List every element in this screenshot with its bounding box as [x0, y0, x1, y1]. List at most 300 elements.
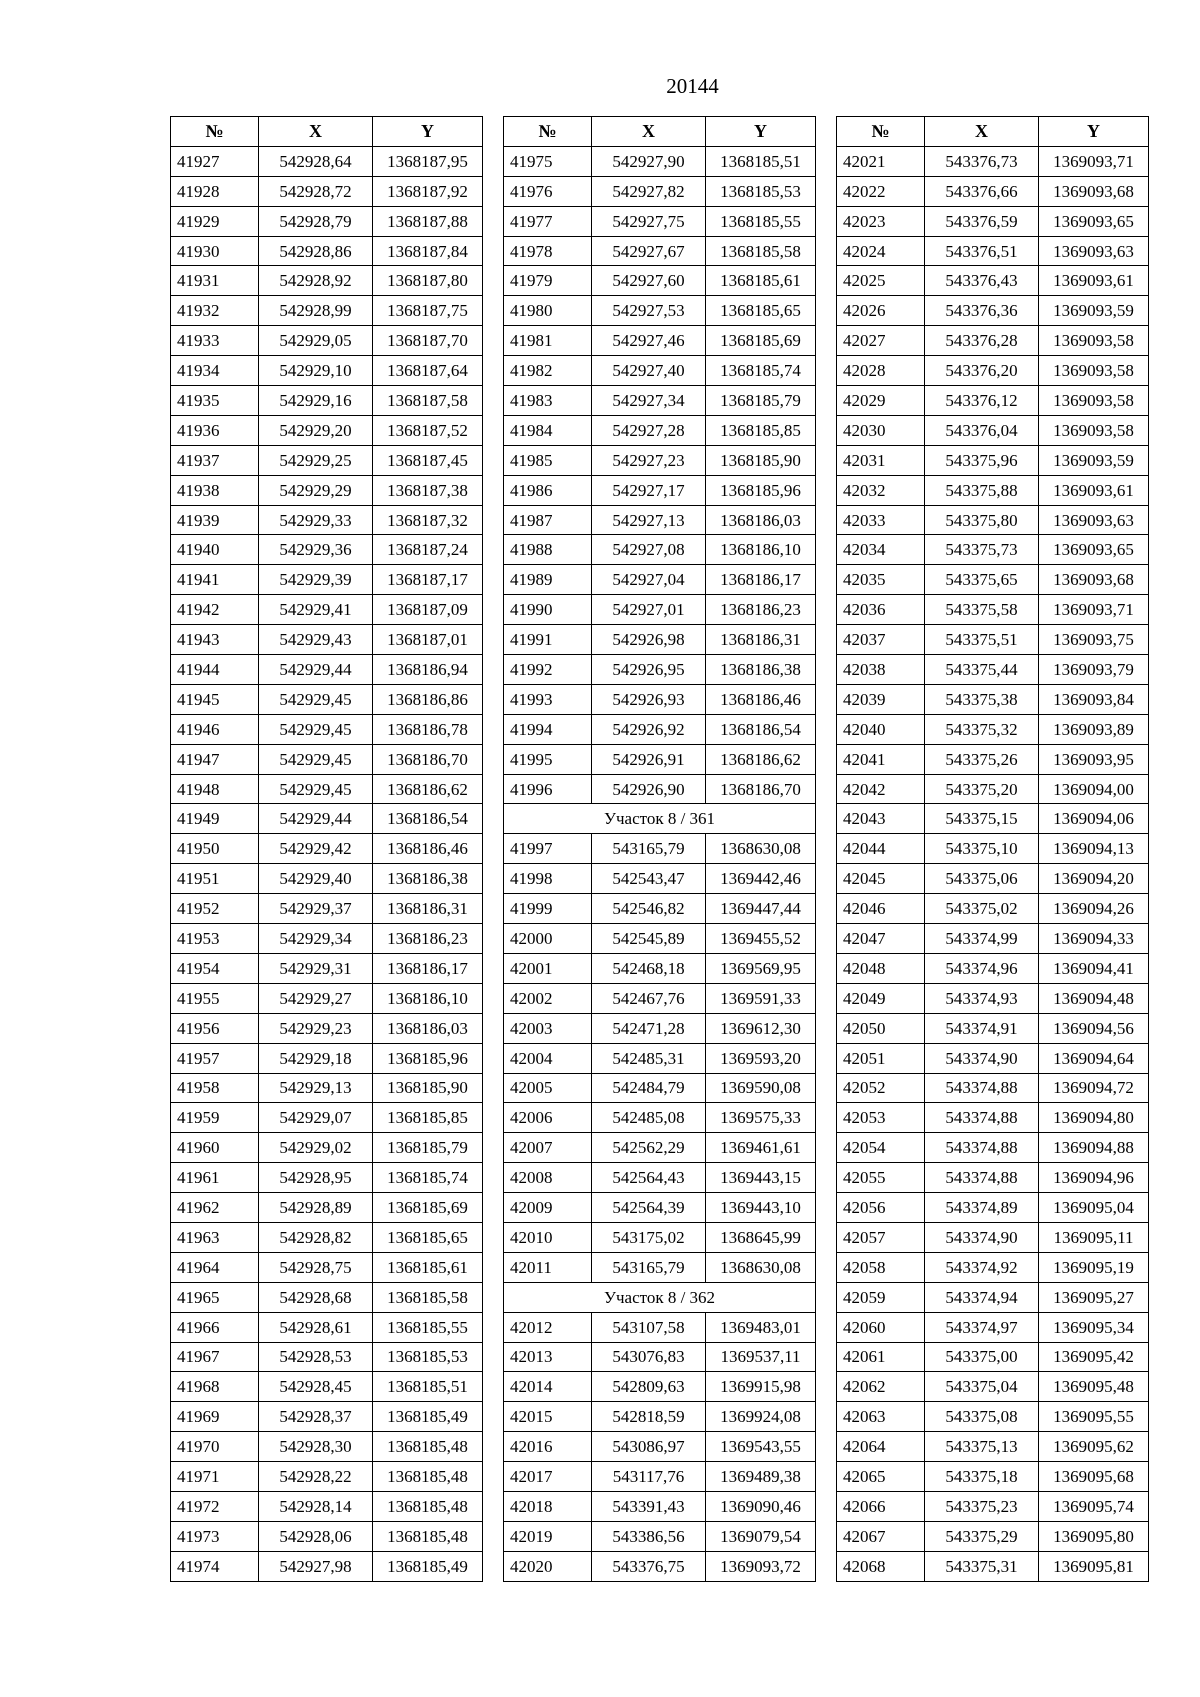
point-number-cell: 42058 [837, 1252, 925, 1282]
x-coordinate-cell: 542927,90 [592, 146, 706, 176]
y-coordinate-cell: 1369095,62 [1039, 1432, 1149, 1462]
point-number-cell: 42049 [837, 983, 925, 1013]
point-number-cell: 42040 [837, 714, 925, 744]
table-row [837, 774, 1149, 804]
table-row [171, 714, 483, 744]
x-coordinate-cell: 542564,43 [592, 1163, 706, 1193]
table-header-row [837, 117, 1149, 147]
y-coordinate-cell: 1369093,61 [1039, 266, 1149, 296]
table-row [171, 1432, 483, 1462]
point-number-cell: 41968 [171, 1372, 259, 1402]
point-number-cell: 41943 [171, 625, 259, 655]
y-coordinate-cell: 1368186,17 [706, 565, 816, 595]
x-coordinate-cell: 543375,15 [925, 804, 1039, 834]
y-coordinate-cell: 1368187,80 [373, 266, 483, 296]
table-row [171, 176, 483, 206]
x-coordinate-cell: 542484,79 [592, 1073, 706, 1103]
section-row [504, 804, 816, 834]
table-row [837, 1551, 1149, 1581]
column-header-number: № [837, 117, 925, 147]
point-number-cell: 41959 [171, 1103, 259, 1133]
y-coordinate-cell: 1368186,46 [373, 834, 483, 864]
point-number-cell: 42034 [837, 535, 925, 565]
coordinates-table-3 [836, 116, 1149, 1582]
x-coordinate-cell: 542809,63 [592, 1372, 706, 1402]
y-coordinate-cell: 1368185,74 [373, 1163, 483, 1193]
coordinates-table-2 [503, 116, 816, 1582]
table-row [171, 1073, 483, 1103]
point-number-cell: 41992 [504, 655, 592, 685]
y-coordinate-cell: 1368185,61 [706, 266, 816, 296]
x-coordinate-cell: 543375,58 [925, 595, 1039, 625]
y-coordinate-cell: 1368187,88 [373, 206, 483, 236]
x-coordinate-cell: 542926,95 [592, 655, 706, 685]
y-coordinate-cell: 1369612,30 [706, 1013, 816, 1043]
x-coordinate-cell: 543374,88 [925, 1103, 1039, 1133]
y-coordinate-cell: 1369094,26 [1039, 894, 1149, 924]
y-coordinate-cell: 1369093,89 [1039, 714, 1149, 744]
point-number-cell: 41941 [171, 565, 259, 595]
table-row [837, 595, 1149, 625]
x-coordinate-cell: 542929,40 [259, 864, 373, 894]
x-coordinate-cell: 542929,10 [259, 356, 373, 386]
y-coordinate-cell: 1369455,52 [706, 924, 816, 954]
section-row [504, 1282, 816, 1312]
table-row [504, 864, 816, 894]
table-row [837, 445, 1149, 475]
y-coordinate-cell: 1369079,54 [706, 1521, 816, 1551]
table-row [171, 565, 483, 595]
x-coordinate-cell: 542929,05 [259, 326, 373, 356]
point-number-cell: 42066 [837, 1491, 925, 1521]
table-row [504, 924, 816, 954]
y-coordinate-cell: 1369093,65 [1039, 535, 1149, 565]
table-row [837, 1103, 1149, 1133]
y-coordinate-cell: 1368186,23 [706, 595, 816, 625]
y-coordinate-cell: 1369093,58 [1039, 415, 1149, 445]
x-coordinate-cell: 542929,45 [259, 774, 373, 804]
y-coordinate-cell: 1368185,58 [373, 1282, 483, 1312]
table-row [837, 924, 1149, 954]
y-coordinate-cell: 1369094,06 [1039, 804, 1149, 834]
y-coordinate-cell: 1369093,63 [1039, 236, 1149, 266]
point-number-cell: 41934 [171, 356, 259, 386]
point-number-cell: 42010 [504, 1222, 592, 1252]
y-coordinate-cell: 1368185,85 [373, 1103, 483, 1133]
x-coordinate-cell: 542929,45 [259, 684, 373, 714]
y-coordinate-cell: 1368185,79 [706, 386, 816, 416]
y-coordinate-cell: 1368185,96 [706, 475, 816, 505]
point-number-cell: 42046 [837, 894, 925, 924]
point-number-cell: 41929 [171, 206, 259, 236]
table-row [504, 714, 816, 744]
x-coordinate-cell: 543375,88 [925, 475, 1039, 505]
y-coordinate-cell: 1368187,84 [373, 236, 483, 266]
x-coordinate-cell: 543117,76 [592, 1462, 706, 1492]
y-coordinate-cell: 1369924,08 [706, 1402, 816, 1432]
x-coordinate-cell: 543374,92 [925, 1252, 1039, 1282]
point-number-cell: 42002 [504, 983, 592, 1013]
y-coordinate-cell: 1368186,23 [373, 924, 483, 954]
x-coordinate-cell: 543375,18 [925, 1462, 1039, 1492]
x-coordinate-cell: 543374,91 [925, 1013, 1039, 1043]
point-number-cell: 41937 [171, 445, 259, 475]
x-coordinate-cell: 542929,23 [259, 1013, 373, 1043]
table-row [837, 1013, 1149, 1043]
x-coordinate-cell: 542927,34 [592, 386, 706, 416]
y-coordinate-cell: 1368186,31 [706, 625, 816, 655]
table-row [171, 415, 483, 445]
y-coordinate-cell: 1369093,63 [1039, 505, 1149, 535]
y-coordinate-cell: 1369094,13 [1039, 834, 1149, 864]
section-title: Участок 8 / 361 [504, 804, 816, 834]
point-number-cell: 41951 [171, 864, 259, 894]
table-row [837, 206, 1149, 236]
x-coordinate-cell: 543086,97 [592, 1432, 706, 1462]
y-coordinate-cell: 1369443,15 [706, 1163, 816, 1193]
y-coordinate-cell: 1369093,65 [1039, 206, 1149, 236]
point-number-cell: 41982 [504, 356, 592, 386]
table-row [504, 1402, 816, 1432]
point-number-cell: 42033 [837, 505, 925, 535]
table-row [171, 1193, 483, 1223]
x-coordinate-cell: 542929,44 [259, 655, 373, 685]
table-row [171, 356, 483, 386]
page-number: 20144 [666, 74, 719, 98]
x-coordinate-cell: 542929,13 [259, 1073, 373, 1103]
x-coordinate-cell: 543374,96 [925, 953, 1039, 983]
point-number-cell: 42056 [837, 1193, 925, 1223]
y-coordinate-cell: 1369095,11 [1039, 1222, 1149, 1252]
point-number-cell: 42031 [837, 445, 925, 475]
y-coordinate-cell: 1368187,45 [373, 445, 483, 475]
x-coordinate-cell: 543375,32 [925, 714, 1039, 744]
x-coordinate-cell: 543376,75 [592, 1551, 706, 1581]
x-coordinate-cell: 542929,37 [259, 894, 373, 924]
x-coordinate-cell: 543374,94 [925, 1282, 1039, 1312]
x-coordinate-cell: 542927,82 [592, 176, 706, 206]
table-row [504, 1073, 816, 1103]
point-number-cell: 41930 [171, 236, 259, 266]
x-coordinate-cell: 542928,37 [259, 1402, 373, 1432]
table-row [837, 565, 1149, 595]
x-coordinate-cell: 543374,90 [925, 1222, 1039, 1252]
table-row [837, 356, 1149, 386]
x-coordinate-cell: 543375,23 [925, 1491, 1039, 1521]
table-row [837, 505, 1149, 535]
point-number-cell: 42005 [504, 1073, 592, 1103]
table-row [171, 1372, 483, 1402]
point-number-cell: 41955 [171, 983, 259, 1013]
point-number-cell: 41975 [504, 146, 592, 176]
point-number-cell: 42045 [837, 864, 925, 894]
point-number-cell: 42044 [837, 834, 925, 864]
y-coordinate-cell: 1369094,48 [1039, 983, 1149, 1013]
y-coordinate-cell: 1368186,03 [373, 1013, 483, 1043]
column-header-x: X [259, 117, 373, 147]
table-row [837, 714, 1149, 744]
point-number-cell: 42036 [837, 595, 925, 625]
x-coordinate-cell: 543375,65 [925, 565, 1039, 595]
y-coordinate-cell: 1368187,24 [373, 535, 483, 565]
y-coordinate-cell: 1368186,62 [373, 774, 483, 804]
x-coordinate-cell: 543386,56 [592, 1521, 706, 1551]
table-row [171, 744, 483, 774]
y-coordinate-cell: 1369543,55 [706, 1432, 816, 1462]
table-row [504, 206, 816, 236]
table-row [837, 953, 1149, 983]
y-coordinate-cell: 1368185,65 [706, 296, 816, 326]
x-coordinate-cell: 542928,89 [259, 1193, 373, 1223]
table-row [837, 1521, 1149, 1551]
point-number-cell: 41974 [171, 1551, 259, 1581]
point-number-cell: 42018 [504, 1491, 592, 1521]
table-row [837, 236, 1149, 266]
column-header-y: Y [1039, 117, 1149, 147]
point-number-cell: 42043 [837, 804, 925, 834]
point-number-cell: 42042 [837, 774, 925, 804]
point-number-cell: 42023 [837, 206, 925, 236]
table-row [171, 535, 483, 565]
point-number-cell: 42001 [504, 953, 592, 983]
x-coordinate-cell: 543374,89 [925, 1193, 1039, 1223]
x-coordinate-cell: 542926,90 [592, 774, 706, 804]
table-row [504, 1222, 816, 1252]
table-row [837, 296, 1149, 326]
x-coordinate-cell: 543107,58 [592, 1312, 706, 1342]
y-coordinate-cell: 1368185,79 [373, 1133, 483, 1163]
point-number-cell: 42011 [504, 1252, 592, 1282]
table-row [171, 146, 483, 176]
x-coordinate-cell: 542927,46 [592, 326, 706, 356]
point-number-cell: 42000 [504, 924, 592, 954]
x-coordinate-cell: 542929,42 [259, 834, 373, 864]
table-row [837, 386, 1149, 416]
x-coordinate-cell: 543375,29 [925, 1521, 1039, 1551]
y-coordinate-cell: 1369093,68 [1039, 176, 1149, 206]
point-number-cell: 42053 [837, 1103, 925, 1133]
point-number-cell: 41961 [171, 1163, 259, 1193]
y-coordinate-cell: 1369095,04 [1039, 1193, 1149, 1223]
x-coordinate-cell: 542929,45 [259, 744, 373, 774]
point-number-cell: 41963 [171, 1222, 259, 1252]
x-coordinate-cell: 543375,06 [925, 864, 1039, 894]
table-row [171, 834, 483, 864]
point-number-cell: 42014 [504, 1372, 592, 1402]
point-number-cell: 41953 [171, 924, 259, 954]
y-coordinate-cell: 1369095,68 [1039, 1462, 1149, 1492]
table-row [171, 1103, 483, 1133]
x-coordinate-cell: 542927,53 [592, 296, 706, 326]
x-coordinate-cell: 543376,28 [925, 326, 1039, 356]
point-number-cell: 42035 [837, 565, 925, 595]
x-coordinate-cell: 542818,59 [592, 1402, 706, 1432]
x-coordinate-cell: 542927,67 [592, 236, 706, 266]
table-row [504, 655, 816, 685]
table-row [837, 1193, 1149, 1223]
point-number-cell: 41988 [504, 535, 592, 565]
table-row [504, 1462, 816, 1492]
table-row [504, 176, 816, 206]
table-row [171, 445, 483, 475]
y-coordinate-cell: 1369093,59 [1039, 296, 1149, 326]
point-number-cell: 42052 [837, 1073, 925, 1103]
x-coordinate-cell: 542928,45 [259, 1372, 373, 1402]
y-coordinate-cell: 1368185,49 [373, 1402, 483, 1432]
y-coordinate-cell: 1369093,61 [1039, 475, 1149, 505]
y-coordinate-cell: 1369095,48 [1039, 1372, 1149, 1402]
point-number-cell: 42061 [837, 1342, 925, 1372]
x-coordinate-cell: 543375,96 [925, 445, 1039, 475]
point-number-cell: 41991 [504, 625, 592, 655]
point-number-cell: 41927 [171, 146, 259, 176]
point-number-cell: 41958 [171, 1073, 259, 1103]
x-coordinate-cell: 542929,18 [259, 1043, 373, 1073]
x-coordinate-cell: 542929,16 [259, 386, 373, 416]
y-coordinate-cell: 1369095,55 [1039, 1402, 1149, 1432]
table-row [171, 1312, 483, 1342]
x-coordinate-cell: 542928,30 [259, 1432, 373, 1462]
y-coordinate-cell: 1368185,51 [373, 1372, 483, 1402]
point-number-cell: 41931 [171, 266, 259, 296]
table-row [504, 356, 816, 386]
table-row [837, 176, 1149, 206]
table-row [171, 206, 483, 236]
point-number-cell: 41972 [171, 1491, 259, 1521]
table-row [504, 565, 816, 595]
x-coordinate-cell: 542468,18 [592, 953, 706, 983]
y-coordinate-cell: 1368186,70 [706, 774, 816, 804]
x-coordinate-cell: 543374,97 [925, 1312, 1039, 1342]
table-row [837, 1372, 1149, 1402]
column-header-number: № [504, 117, 592, 147]
y-coordinate-cell: 1369093,58 [1039, 386, 1149, 416]
x-coordinate-cell: 542928,53 [259, 1342, 373, 1372]
table-row [171, 1282, 483, 1312]
point-number-cell: 41962 [171, 1193, 259, 1223]
y-coordinate-cell: 1368186,86 [373, 684, 483, 714]
x-coordinate-cell: 543376,20 [925, 356, 1039, 386]
y-coordinate-cell: 1369095,80 [1039, 1521, 1149, 1551]
point-number-cell: 42027 [837, 326, 925, 356]
point-number-cell: 41946 [171, 714, 259, 744]
x-coordinate-cell: 542929,43 [259, 625, 373, 655]
x-coordinate-cell: 543376,36 [925, 296, 1039, 326]
table-row [837, 415, 1149, 445]
x-coordinate-cell: 542927,13 [592, 505, 706, 535]
table-row [837, 1133, 1149, 1163]
y-coordinate-cell: 1368187,01 [373, 625, 483, 655]
x-coordinate-cell: 542467,76 [592, 983, 706, 1013]
table-row [171, 684, 483, 714]
x-coordinate-cell: 542929,36 [259, 535, 373, 565]
point-number-cell: 41936 [171, 415, 259, 445]
x-coordinate-cell: 542927,75 [592, 206, 706, 236]
point-number-cell: 41971 [171, 1462, 259, 1492]
column-header-x: X [592, 117, 706, 147]
y-coordinate-cell: 1368185,48 [373, 1462, 483, 1492]
point-number-cell: 42063 [837, 1402, 925, 1432]
point-number-cell: 42064 [837, 1432, 925, 1462]
x-coordinate-cell: 542929,25 [259, 445, 373, 475]
y-coordinate-cell: 1368187,95 [373, 146, 483, 176]
y-coordinate-cell: 1368187,64 [373, 356, 483, 386]
column-header-x: X [925, 117, 1039, 147]
point-number-cell: 41979 [504, 266, 592, 296]
y-coordinate-cell: 1369590,08 [706, 1073, 816, 1103]
x-coordinate-cell: 542927,01 [592, 595, 706, 625]
y-coordinate-cell: 1368185,69 [706, 326, 816, 356]
table-row [504, 505, 816, 535]
point-number-cell: 41976 [504, 176, 592, 206]
x-coordinate-cell: 542485,08 [592, 1103, 706, 1133]
point-number-cell: 41989 [504, 565, 592, 595]
point-number-cell: 41999 [504, 894, 592, 924]
y-coordinate-cell: 1369094,20 [1039, 864, 1149, 894]
point-number-cell: 41942 [171, 595, 259, 625]
y-coordinate-cell: 1368186,54 [373, 804, 483, 834]
x-coordinate-cell: 542928,22 [259, 1462, 373, 1492]
table-row [504, 1312, 816, 1342]
point-number-cell: 42059 [837, 1282, 925, 1312]
x-coordinate-cell: 542929,02 [259, 1133, 373, 1163]
x-coordinate-cell: 542929,31 [259, 953, 373, 983]
y-coordinate-cell: 1369569,95 [706, 953, 816, 983]
x-coordinate-cell: 543376,04 [925, 415, 1039, 445]
table-row [504, 296, 816, 326]
x-coordinate-cell: 542928,64 [259, 146, 373, 176]
y-coordinate-cell: 1368187,58 [373, 386, 483, 416]
table-row [504, 415, 816, 445]
x-coordinate-cell: 542564,39 [592, 1193, 706, 1223]
x-coordinate-cell: 542928,61 [259, 1312, 373, 1342]
table-row [504, 744, 816, 774]
x-coordinate-cell: 542928,95 [259, 1163, 373, 1193]
point-number-cell: 42017 [504, 1462, 592, 1492]
y-coordinate-cell: 1368185,69 [373, 1193, 483, 1223]
y-coordinate-cell: 1368186,70 [373, 744, 483, 774]
point-number-cell: 42051 [837, 1043, 925, 1073]
y-coordinate-cell: 1369094,00 [1039, 774, 1149, 804]
table-row [837, 535, 1149, 565]
x-coordinate-cell: 543375,80 [925, 505, 1039, 535]
table-row [837, 864, 1149, 894]
x-coordinate-cell: 542928,82 [259, 1222, 373, 1252]
table-row [504, 1103, 816, 1133]
table-row [837, 625, 1149, 655]
table-row [837, 804, 1149, 834]
table-row [504, 1521, 816, 1551]
x-coordinate-cell: 542928,14 [259, 1491, 373, 1521]
table-row [171, 1133, 483, 1163]
table-row [171, 386, 483, 416]
y-coordinate-cell: 1369093,72 [706, 1551, 816, 1581]
table-row [171, 1043, 483, 1073]
y-coordinate-cell: 1368186,10 [373, 983, 483, 1013]
y-coordinate-cell: 1368187,17 [373, 565, 483, 595]
table-row [504, 266, 816, 296]
table-row [837, 1222, 1149, 1252]
point-number-cell: 41960 [171, 1133, 259, 1163]
point-number-cell: 42019 [504, 1521, 592, 1551]
point-number-cell: 42047 [837, 924, 925, 954]
y-coordinate-cell: 1369095,81 [1039, 1551, 1149, 1581]
y-coordinate-cell: 1368187,92 [373, 176, 483, 206]
x-coordinate-cell: 542929,29 [259, 475, 373, 505]
x-coordinate-cell: 543375,20 [925, 774, 1039, 804]
table-row [837, 1252, 1149, 1282]
y-coordinate-cell: 1368185,61 [373, 1252, 483, 1282]
